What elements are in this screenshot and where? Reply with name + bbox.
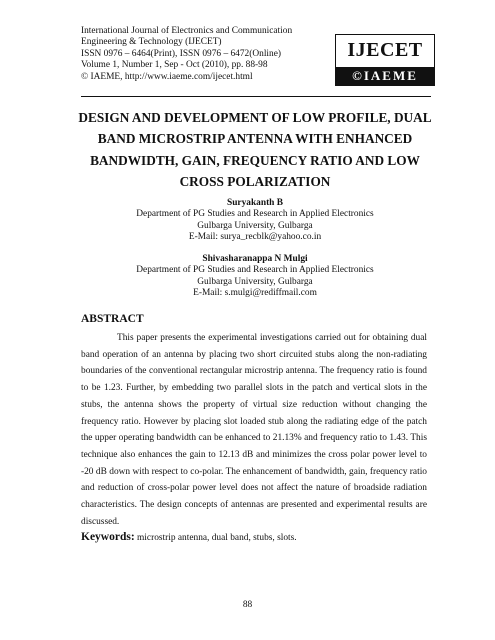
keywords-list: microstrip antenna, dual band, stubs, slots. [134,533,297,543]
journal-line: © IAEME, http://www.iaeme.com/ijecet.html [81,71,253,82]
author-university: Gulbarga University, Gulbarga [197,276,313,287]
logo-text: IJECET [347,38,423,61]
author-department: Department of PG Studies and Research in Applied Electronics [136,265,374,276]
journal-line: ISSN 0976 – 6464(Print), ISSN 0976 – 6472(Online) [81,48,282,59]
author-block [70,254,440,300]
author-name: Shivasharanappa N Mulgi [202,254,308,264]
page-number: 88 [242,600,253,610]
author-name: Suryakanth B [226,198,283,208]
author-block [70,198,440,244]
journal-header [81,26,431,83]
journal-logo [335,34,435,86]
paper-title: DESIGN AND DEVELOPMENT OF LOW PROFILE, DUAL BAND MICROSTRIP ANTENNA WITH ENHANCED BANDWIDTH, GAIN, FREQUENCY RATIO AND LOW CROSS POLARIZATION [78,110,432,189]
author-email: E-Mail: s.mulgi@rediffmail.com [193,288,317,299]
journal-line: International Journal of Electronics and Communication [81,26,293,36]
author-email: E-Mail: surya_recblk@yahoo.co.in [188,232,322,243]
abstract-body: This paper presents the experimental investigations carried out for obtaining dual band operation of an antenna by placing two short circuited stubs along the non-radiating boundaries of the conventional rectangular microstrip antenna. The frequency ratio is found to be 1.23. Further, by embedding two parallel slots in the patch and vertical slots in the stubs, the antenna shows the property of virtual size reduction without changing the frequency ratio. However by placing slot loaded stub along the radiating edge of the patch the upper operating bandwidth can be enhanced to 21.13% and frequency ratio to 1.43. This technique also enhances the gain to 12.13 dB and minimizes the cross polar power level to -20 dB down with respect to co-polar. The enhancement of bandwidth, gain, frequency ratio and reduction of cross-polar power level does not affect the nature of broadside radiation characteristics. The design concepts of antennas are presented and experimental results are discussed. [81,333,427,527]
header-divider [81,96,431,97]
author-department: Department of PG Studies and Research in Applied Electronics [136,209,374,220]
keywords-label: Keywords: [81,531,135,543]
keywords [81,531,427,543]
journal-line: Volume 1, Number 1, Sep - Oct (2010), pp. 88-98 [81,60,268,71]
logo-publisher: ©IAEME [336,67,434,85]
journal-line: Engineering & Technology (IJECET) [81,37,222,48]
abstract-heading: ABSTRACT [81,313,144,325]
author-university: Gulbarga University, Gulbarga [197,220,313,231]
